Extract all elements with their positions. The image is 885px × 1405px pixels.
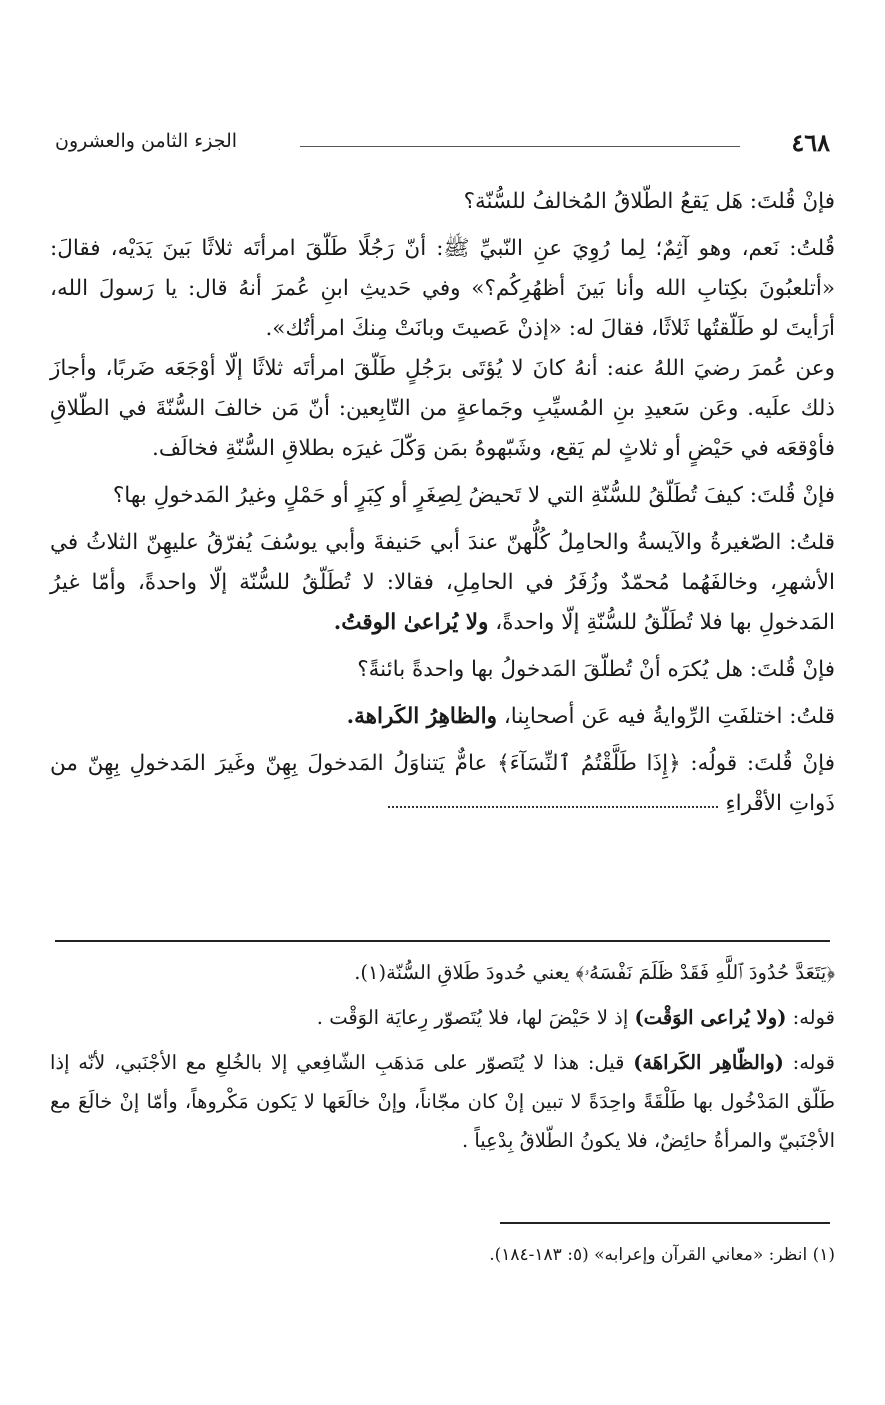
answer-paragraph: قُلتُ: نَعم، وهو آثِمٌ؛ لِما رُوِيَ عنِ النّبيِّ ﷺ: أنّ رَجُلًا طَلّقَ امرأتَه ثلاثًا بَينَ يَدَيْه، فقالَ: «أتلعبُونَ بكِتابِ الله وأنا بَينَ أظهُرِكُم؟» وفي حَديثِ ابنِ عُمرَ أنهُ قال: يا رَسولَ الله، أرَأيتَ لو طَلّقتُها ثَلاثًا، فقالَ له: «إذنْ عَصيتَ وبانَتْ مِنكَ امرأتُك». xyxy=(50,236,835,341)
commentary-lemma: (والظّاهِر الكَراهَة) xyxy=(633,1051,784,1074)
page-header xyxy=(55,128,830,168)
footnote: (١) انظر: «معاني القرآن وإعرابه» (٥: ١٨٣-١٨٤). xyxy=(489,1245,835,1265)
commentary-paragraph xyxy=(50,1043,835,1160)
footnote-divider xyxy=(500,1222,830,1224)
commentary-text: قيل: هذا لا يُتَصوّر على مَذهَبِ الشّافِعي إلا بالخُلعِ مع الأجْنَبي، لأنّه إذا طَلّق المَدْخُول بها طَلْقَةً واحِدَةً لا تبين إنْ كان مجّاناً، وإنْ خالَعَها لا يَكون مَكْروهاً، وأمّا إنْ خالَعَ مع الأجْنَبيّ والمرأةُ حائِضٌ، فلا يكونُ الطّلاقُ بِدْعِياً . xyxy=(50,1051,835,1152)
continuation-dots xyxy=(388,800,718,808)
text-divider xyxy=(55,940,830,942)
commentary-paragraph: ﴿يَتَعَدَّ حُدُودَ ٱللَّهِ فَقَدْ ظَلَمَ نَفْسَهُۥ﴾ يعني حُدودَ طَلاقِ السُّنّة(١). xyxy=(354,961,835,984)
answer-paragraph xyxy=(50,697,835,737)
question-text: فإنْ قُلتَ: قولُه: ﴿إِذَا طَلَّقْتُمُ ٱلنِّسَآءَ﴾ عامٌّ يَتناوَلُ المَدخولَ بِهِنّ وغَيرَ المَدخولِ بِهِنّ من ذَواتِ الأقْراءِ xyxy=(50,751,835,816)
answer-paragraph xyxy=(50,523,835,643)
bold-phrase: والظاهِرُ الكَراهة. xyxy=(346,704,498,729)
commentary-text: إذ لا حَيْضَ لها، فلا يُتَصوّر رِعايَة الوَقْت . xyxy=(316,1006,629,1029)
main-text xyxy=(50,182,835,824)
commentary-label: قوله: xyxy=(792,1051,836,1074)
answer-text: قلتُ: الصّغيرةُ والآيسةُ والحامِلُ كُلُّهنّ عندَ أبي حَنيفةَ وأبي يوسُفَ يُفرّقُ عليهِنّ الثلاثُ في الأشهرِ، وخالفَهُما مُحمّدٌ وزُفَرُ في الحامِلِ، فقالا: لا تُطَلّقُ للسُّنّة إلّا واحدةً، وأمّا غيرُ المَدخولِ بها فلا تُطَلّقُ للسُّنّةِ إلّا واحدةً، xyxy=(50,530,835,635)
bold-phrase: ولا يُراعىٰ الوقتُ. xyxy=(333,610,489,635)
question-paragraph: فإنْ قُلتَ: هَل يَقعُ الطّلاقُ المُخالفُ للسُّنّة؟ xyxy=(463,189,835,214)
header-rule xyxy=(300,146,740,147)
answer-text: قلتُ: اختلفَتِ الرِّوايةُ فيه عَن أصحابِنا، xyxy=(503,704,835,729)
commentary-lemma: (ولا يُراعى الوَقْت) xyxy=(634,1006,787,1029)
commentary xyxy=(50,953,835,1160)
question-paragraph xyxy=(50,744,835,824)
question-paragraph: فإنْ قُلتَ: كيفَ تُطَلّقُ للسُّنّةِ التي لا تَحيضُ لِصِغَرٍ أو كِبَرٍ أو حَمْلٍ وغيرُ المَدخولِ بها؟ xyxy=(112,483,835,508)
commentary-paragraph xyxy=(50,998,835,1037)
running-title: الجزء الثامن والعشرون xyxy=(55,130,238,152)
page-number: ٤٦٨ xyxy=(791,128,830,157)
body-paragraph: وعن عُمرَ رضيَ اللهُ عنه: أنهُ كانَ لا يُؤتَى برَجُلٍ طَلّقَ امرأتَه ثلاثًا إلّا أوْجَعَه ضَربًا، وأجازَ ذلك علَيه. وعَن سَعيدِ بنِ المُسيِّبِ وجَماعةٍ من التّابِعين: أنّ مَن خالفَ السُّنّةَ في الطّلاقِ فأوْقعَه في حَيْضٍ أو ثلاثٍ لم يَقع، وشَبّهوهُ بمَن وَكّلَ غيرَه بطلاقِ السُّنّةِ فخالَف. xyxy=(50,356,835,461)
question-paragraph: فإنْ قُلتَ: هل يُكرَه أنْ تُطلّقَ المَدخولُ بها واحدةً بائنةً؟ xyxy=(357,657,835,682)
commentary-label: قوله: xyxy=(792,1006,835,1029)
